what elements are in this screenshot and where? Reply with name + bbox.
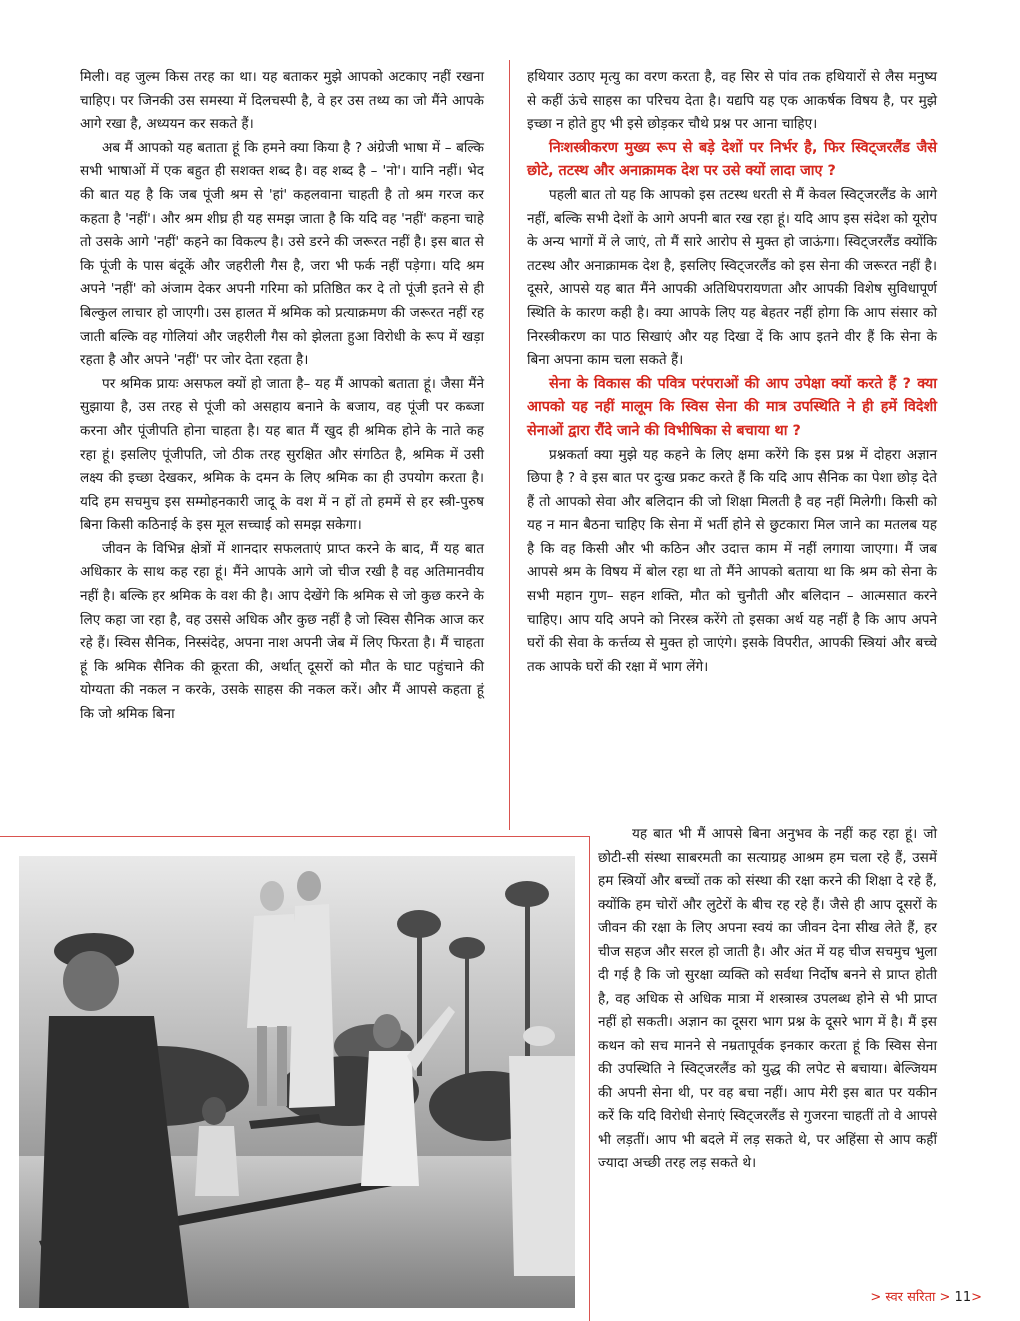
left-column bbox=[80, 66, 484, 727]
footer-end-mark: > bbox=[971, 1290, 982, 1305]
question-army-tradition: सेना के विकास की पवित्र परंपराओं की आप उपेक्षा क्यों करते हैं ? क्या आपको यह नहीं मालूम कि स्विस सेना की मात्र उपस्थिति ने ही हमें विदेशी सेनाओं द्वारा रौंदे जाने की विभीषिका से बचाया था ? bbox=[527, 375, 937, 439]
answer-disarmament: पहली बात तो यह कि आपको इस तटस्थ धरती से मैं केवल स्विट्जरलैंड के आगे नहीं, बल्कि सभी देशों के आगे अपनी बात रख रहा हूं। यदि आप इस संदेश को यूरोप के अन्य भागों में ले जाएं, तो मैं सारे आरोप से मुक्त हो जाऊंगा। स्विट्जरलैंड क्योंकि तटस्थ और अनाक्रामक देश है, इसलिए स्विट्जरलैंड को इस सेना की जरूरत नहीं है। दूसरे, आपसे यह बात मैंने आपकी अतिथिपरायणता और आपकी विशेष सुविधापूर्ण स्थिति के कारण कही है। क्या आपके लिए यह बेहतर नहीं होगा कि आप संसार को निरस्त्रीकरण का पाठ सिखाएं और यह दिखा दें कि आप इतने वीर हैं कि सेना के बिना अपना काम चला सकते हैं। bbox=[527, 186, 937, 369]
left-paragraph-4: जीवन के विभिन्न क्षेत्रों में शानदार सफलताएं प्राप्त करने के बाद, मैं यह बात अधिकार के साथ कह रहा हूं। मैंने आपके आगे जो चीज रखी है वह अतिमानवीय नहीं है। बल्कि हर श्रमिक के वश की है। आप देखेंगे कि श्रमिक से जो कुछ करने के लिए कहा जा रहा है, वह उससे अधिक और कुछ नहीं है जो स्विस सैनिक आज कर रहे हैं। स्विस सैनिक, निस्संदेह, अपना नाश अपनी जेब में लिए फिरता है। मैं चाहता हूं कि श्रमिक सैनिक की क्रूरता की, अर्थात् दूसरों को मौत के घाट पहुंचाने की योग्यता की नकल न करके, उसके साहस की नकल करें। और मैं आपसे कहता हूं कि जो श्रमिक बिना bbox=[80, 540, 484, 723]
left-paragraph-2: अब मैं आपको यह बताता हूं कि हमने क्या किया है ? अंग्रेजी भाषा में – बल्कि सभी भाषाओं में एक बहुत ही सशक्त शब्द है। वह शब्द है – 'नो'। यानि नहीं। भेद की बात यह है कि जब पूंजी श्रम से 'हां' कहलवाना चाहती है तो श्रम गरज कर कहता है 'नहीं'। और श्रम शीघ्र ही यह समझ जाता है कि यदि वह 'नहीं' कहना चाहे तो उसके आगे 'नहीं' कहने का विकल्प है। उसे डरने की जरूरत नहीं है। इस बात से कि पूंजी के पास बंदूकें और जहरीली गैस है, जरा भी फर्क नहीं पड़ेगा। यदि श्रम अपने 'नहीं' को अंजाम देकर अपनी गरिमा को प्रतिष्ठित कर दे तो पूंजी इतने से ही बिल्कुल लाचार हो जाएगी। उस हालत में श्रमिक को प्रत्याक्रमण की जरूरत नहीं रह जाती बल्कि वह गोलियां और जहरीली गैस को झेलता हुआ विरोधी के रूप में खड़ा रहता है और अपने 'नहीं' पर जोर देता रहता है। bbox=[80, 139, 484, 369]
right-column bbox=[527, 66, 937, 679]
question-disarmament: निःशस्त्रीकरण मुख्य रूप से बड़े देशों पर निर्भर है, फिर स्विट्जरलैंड जैसे छोटे, तटस्थ और अनाक्रामक देश पर उसे क्यों लादा जाए ? bbox=[527, 139, 937, 180]
column-divider bbox=[509, 60, 510, 830]
left-paragraph-3: पर श्रमिक प्रायः असफल क्यों हो जाता है– यह मैं आपको बताता हूं। जैसा मैंने सुझाया है, उस तरह से पूंजी को असहाय बनाने के बजाय, वह पूंजी पर कब्जा करना और पूंजीपति होना चाहता है। यह बात मैं खुद ही श्रमिक होने के नाते कह रहा हूं। इसलिए पूंजीपति, जो ठीक तरह सुरक्षित और संगठित है, श्रमिक में उसी लक्ष्य की इच्छा देखकर, श्रमिक के दमन के लिए श्रमिक का ही उपयोग करता है। यदि हम सचमुच इस सम्मोहनकारी जादू के वश में न हों तो हममें से हर स्त्री-पुरुष बिना किसी कठिनाई के इस मूल सच्चाई को समझ सकेगा। bbox=[80, 375, 484, 534]
right-intro-paragraph: हथियार उठाए मृत्यु का वरण करता है, वह सिर से पांव तक हथियारों से लैस मनुष्य से कहीं ऊंचे साहस का परिचय देता है। यद्यपि यह एक आकर्षक विषय है, पर मुझे इच्छा न होते हुए भी इसे छोड़कर चौथे प्रश्न पर आना चाहिए। bbox=[527, 69, 937, 133]
page-footer bbox=[870, 1287, 982, 1305]
sabarmati-paragraph: यह बात भी मैं आपसे बिना अनुभव के नहीं कह रहा हूं। जो छोटी-सी संस्था साबरमती का सत्याग्रह आश्रम हम चला रहे हैं, उसमें हम स्त्रियों और बच्चों तक को संस्था की रक्षा करने की शिक्षा दे रहे हैं, क्योंकि हम चोरों और लुटेरों के बीच रह रहे हैं। जैसे ही आप दूसरों के जीवन की रक्षा के लिए अपना स्वयं का जीवन देना सीख लेते हैं, हर चीज सहज और सरल हो जाती है। और अंत में यह चीज सचमुच भुला दी गई है कि जो सुरक्षा व्यक्ति को सर्वथा निर्दोष बनने से प्राप्त होती है, वह अधिक से अधिक मात्रा में शस्त्रास्त्र उपलब्ध होने से भी प्राप्त नहीं हो सकती। अज्ञान का दूसरा भाग प्रश्न के दूसरे भाग में है। मैं इस कथन को सच मानने से नम्रतापूर्वक इनकार करता हूं कि स्विस सेना की उपस्थिति ने स्विट्जरलैंड को युद्ध की लपेट से बचाया। बेल्जियम की अपनी सेना थी, पर वह बचा नहीं। आप मेरी इस बात पर यकीन करें कि यदि विरोधी सेनाएं स्विट्जरलैंड से गुजरना चाहतीं तो वे आपसे भी लड़तीं। आप भी बदले में लड़ सकते थे, पर अहिंसा से आप कहीं ज्यादा अच्छी तरह लड़ सकते थे। bbox=[598, 826, 937, 1171]
gandhi-crossing-bridge-photo bbox=[19, 856, 575, 1308]
left-paragraph-1: मिली। वह जुल्म किस तरह का था। यह बताकर मुझे आपको अटकाए नहीं रखना चाहिए। पर जिनकी उस समस्या में दिलचस्पी है, वे हर उस तथ्य का जो मैंने आपके आगे रखा है, अध्ययन कर सकते हैं। bbox=[80, 69, 484, 133]
answer-army-tradition: प्रश्नकर्ता क्या मुझे यह कहने के लिए क्षमा करेंगे कि इस प्रश्न में दोहरा अज्ञान छिपा है ? वे इस बात पर दुःख प्रकट करते हैं कि यदि आप सैनिक का पेशा छोड़ देते हैं तो आपको सेवा और बलिदान की जो शिक्षा मिलती है वह नहीं मिलेगी। किसी को यह न मान बैठना चाहिए कि सेना में भर्ती होने से छुटकारा मिल जाने का मतलब यह है कि वह किसी और भी कठिन और उदात्त काम में नहीं लगाया जाएगा। मैं जब आपसे श्रम के विषय में बोल रहा था तो मैंने आपको बताया था कि श्रम को सेना के सभी महान गुण– सहन शक्ति, मौत को चुनौती और बलिदान – आत्मसात करने चाहिए। आप यदि अपने को निरस्त्र करेंगे तो इसका अर्थ यह नहीं है कि आप अपने घरों की सेवा के कर्त्तव्य से मुक्त हो जाएंगे। इसके विपरीत, आपकी स्त्रियां और बच्चे तक आपके घरों की रक्षा में भाग लेंगे। bbox=[527, 446, 937, 675]
bottom-right-column bbox=[598, 823, 937, 1176]
magazine-name: > स्वर सरिता > bbox=[870, 1290, 951, 1305]
page-number: 11 bbox=[954, 1290, 972, 1305]
historical-photo bbox=[19, 856, 575, 1308]
